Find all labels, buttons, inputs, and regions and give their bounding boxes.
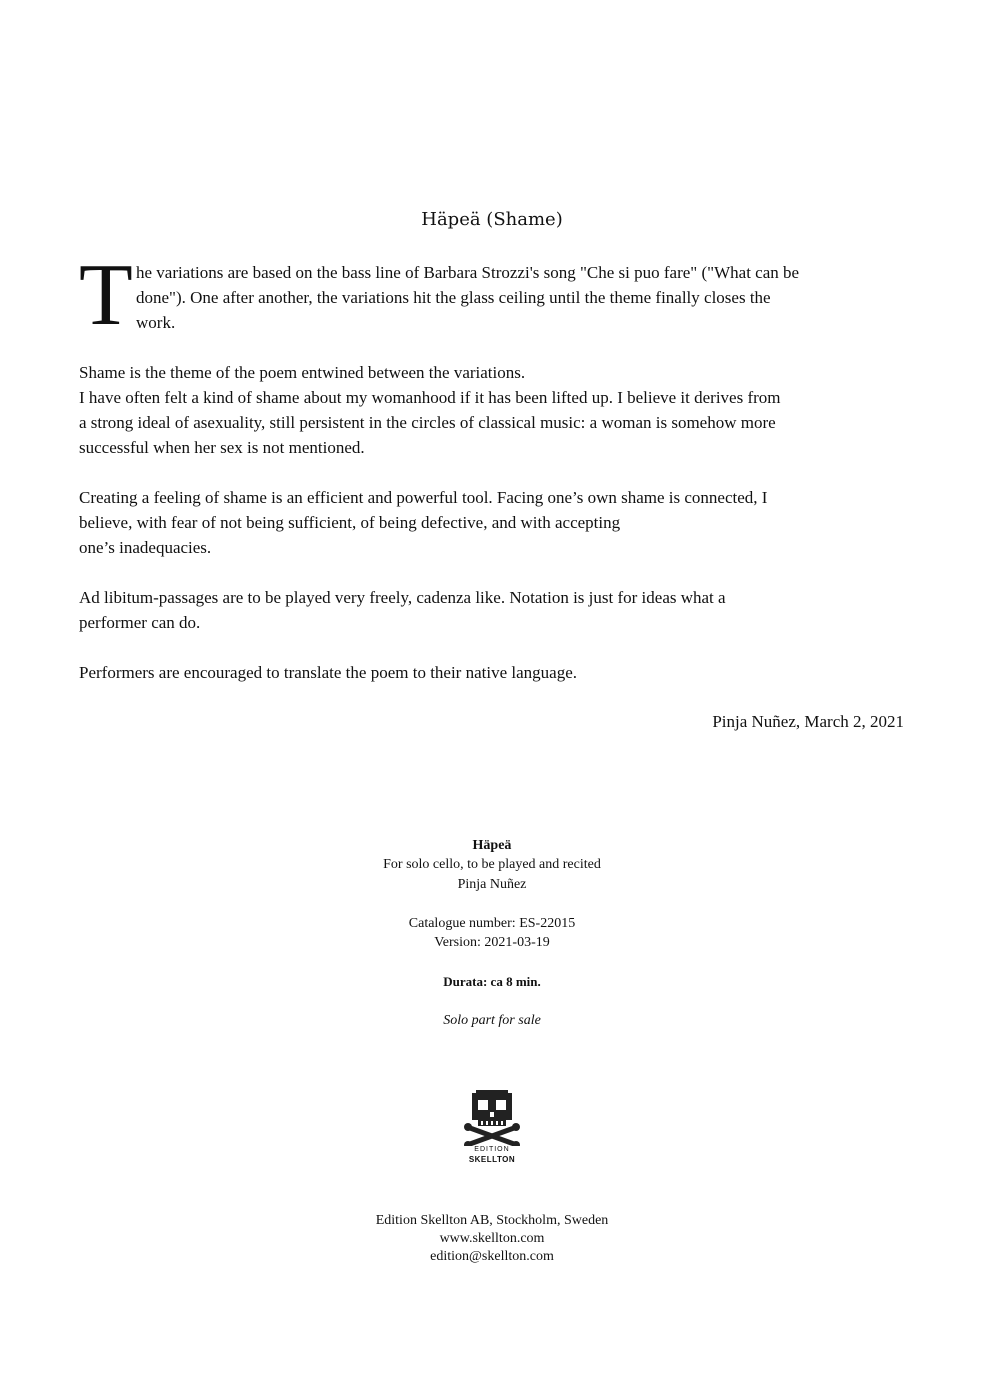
publisher-website[interactable]: www.skellton.com — [439, 1231, 545, 1246]
publisher-name: Edition Skellton AB, Stockholm, Sweden — [375, 1213, 609, 1228]
paragraph-line: Creating a feeling of shame is an efficient and powerful tool. Facing one’s own shame is connected, I — [79, 488, 768, 507]
paragraph-line: Ad libitum-passages are to be played very freely, cadenza like. Notation is just for ideas what a — [79, 588, 726, 607]
paragraph-creating-shame — [79, 485, 919, 560]
paragraph-line: a strong ideal of asexuality, still persistent in the circles of classical music: a woman is somehow more — [79, 413, 776, 432]
paragraph-line: one’s inadequacies. — [79, 538, 212, 557]
work-subtitle: For solo cello, to be played and recited — [383, 857, 601, 872]
duration: Durata: ca 8 min. — [443, 974, 541, 989]
work-title: Häpeä — [472, 838, 512, 853]
paragraph-ad-libitum — [79, 585, 919, 635]
intro-paragraph — [136, 260, 916, 335]
sale-note: Solo part for sale — [443, 1013, 541, 1028]
composer-name: Pinja Nuñez — [457, 877, 527, 892]
intro-line: done"). One after another, the variations hit the glass ceiling until the theme finally closes the — [136, 288, 771, 307]
drop-cap: T — [79, 247, 133, 344]
logo-line-skellton: SKELLTON — [468, 1155, 516, 1164]
paragraph-line: I have often felt a kind of shame about my womanhood if it has been lifted up. I believe it derives from — [79, 388, 781, 407]
paragraph-line: Shame is the theme of the poem entwined between the variations. — [79, 363, 526, 382]
publisher-email[interactable]: edition@skellton.com — [430, 1249, 554, 1264]
skellton-logo — [462, 1090, 522, 1170]
paragraph-shame-theme — [79, 360, 919, 460]
intro-line: work. — [136, 313, 176, 332]
catalogue-number: Catalogue number: ES-22015 — [408, 916, 576, 931]
paragraph-line: successful when her sex is not mentioned. — [79, 438, 365, 457]
page-title: Häpeä (Shame) — [421, 209, 563, 230]
skull-crossbones-icon — [462, 1090, 522, 1146]
paragraph-line: performer can do. — [79, 613, 201, 632]
logo-line-edition: EDITION — [474, 1146, 510, 1153]
paragraph-translate: Performers are encouraged to translate the poem to their native language. — [79, 663, 577, 682]
version: Version: 2021-03-19 — [434, 935, 550, 950]
signature: Pinja Nuñez, March 2, 2021 — [712, 712, 904, 731]
paragraph-line: believe, with fear of not being sufficient, of being defective, and with accepting — [79, 513, 621, 532]
intro-line: he variations are based on the bass line of Barbara Strozzi's song "Che si puo fare" ("What can be — [136, 263, 800, 282]
